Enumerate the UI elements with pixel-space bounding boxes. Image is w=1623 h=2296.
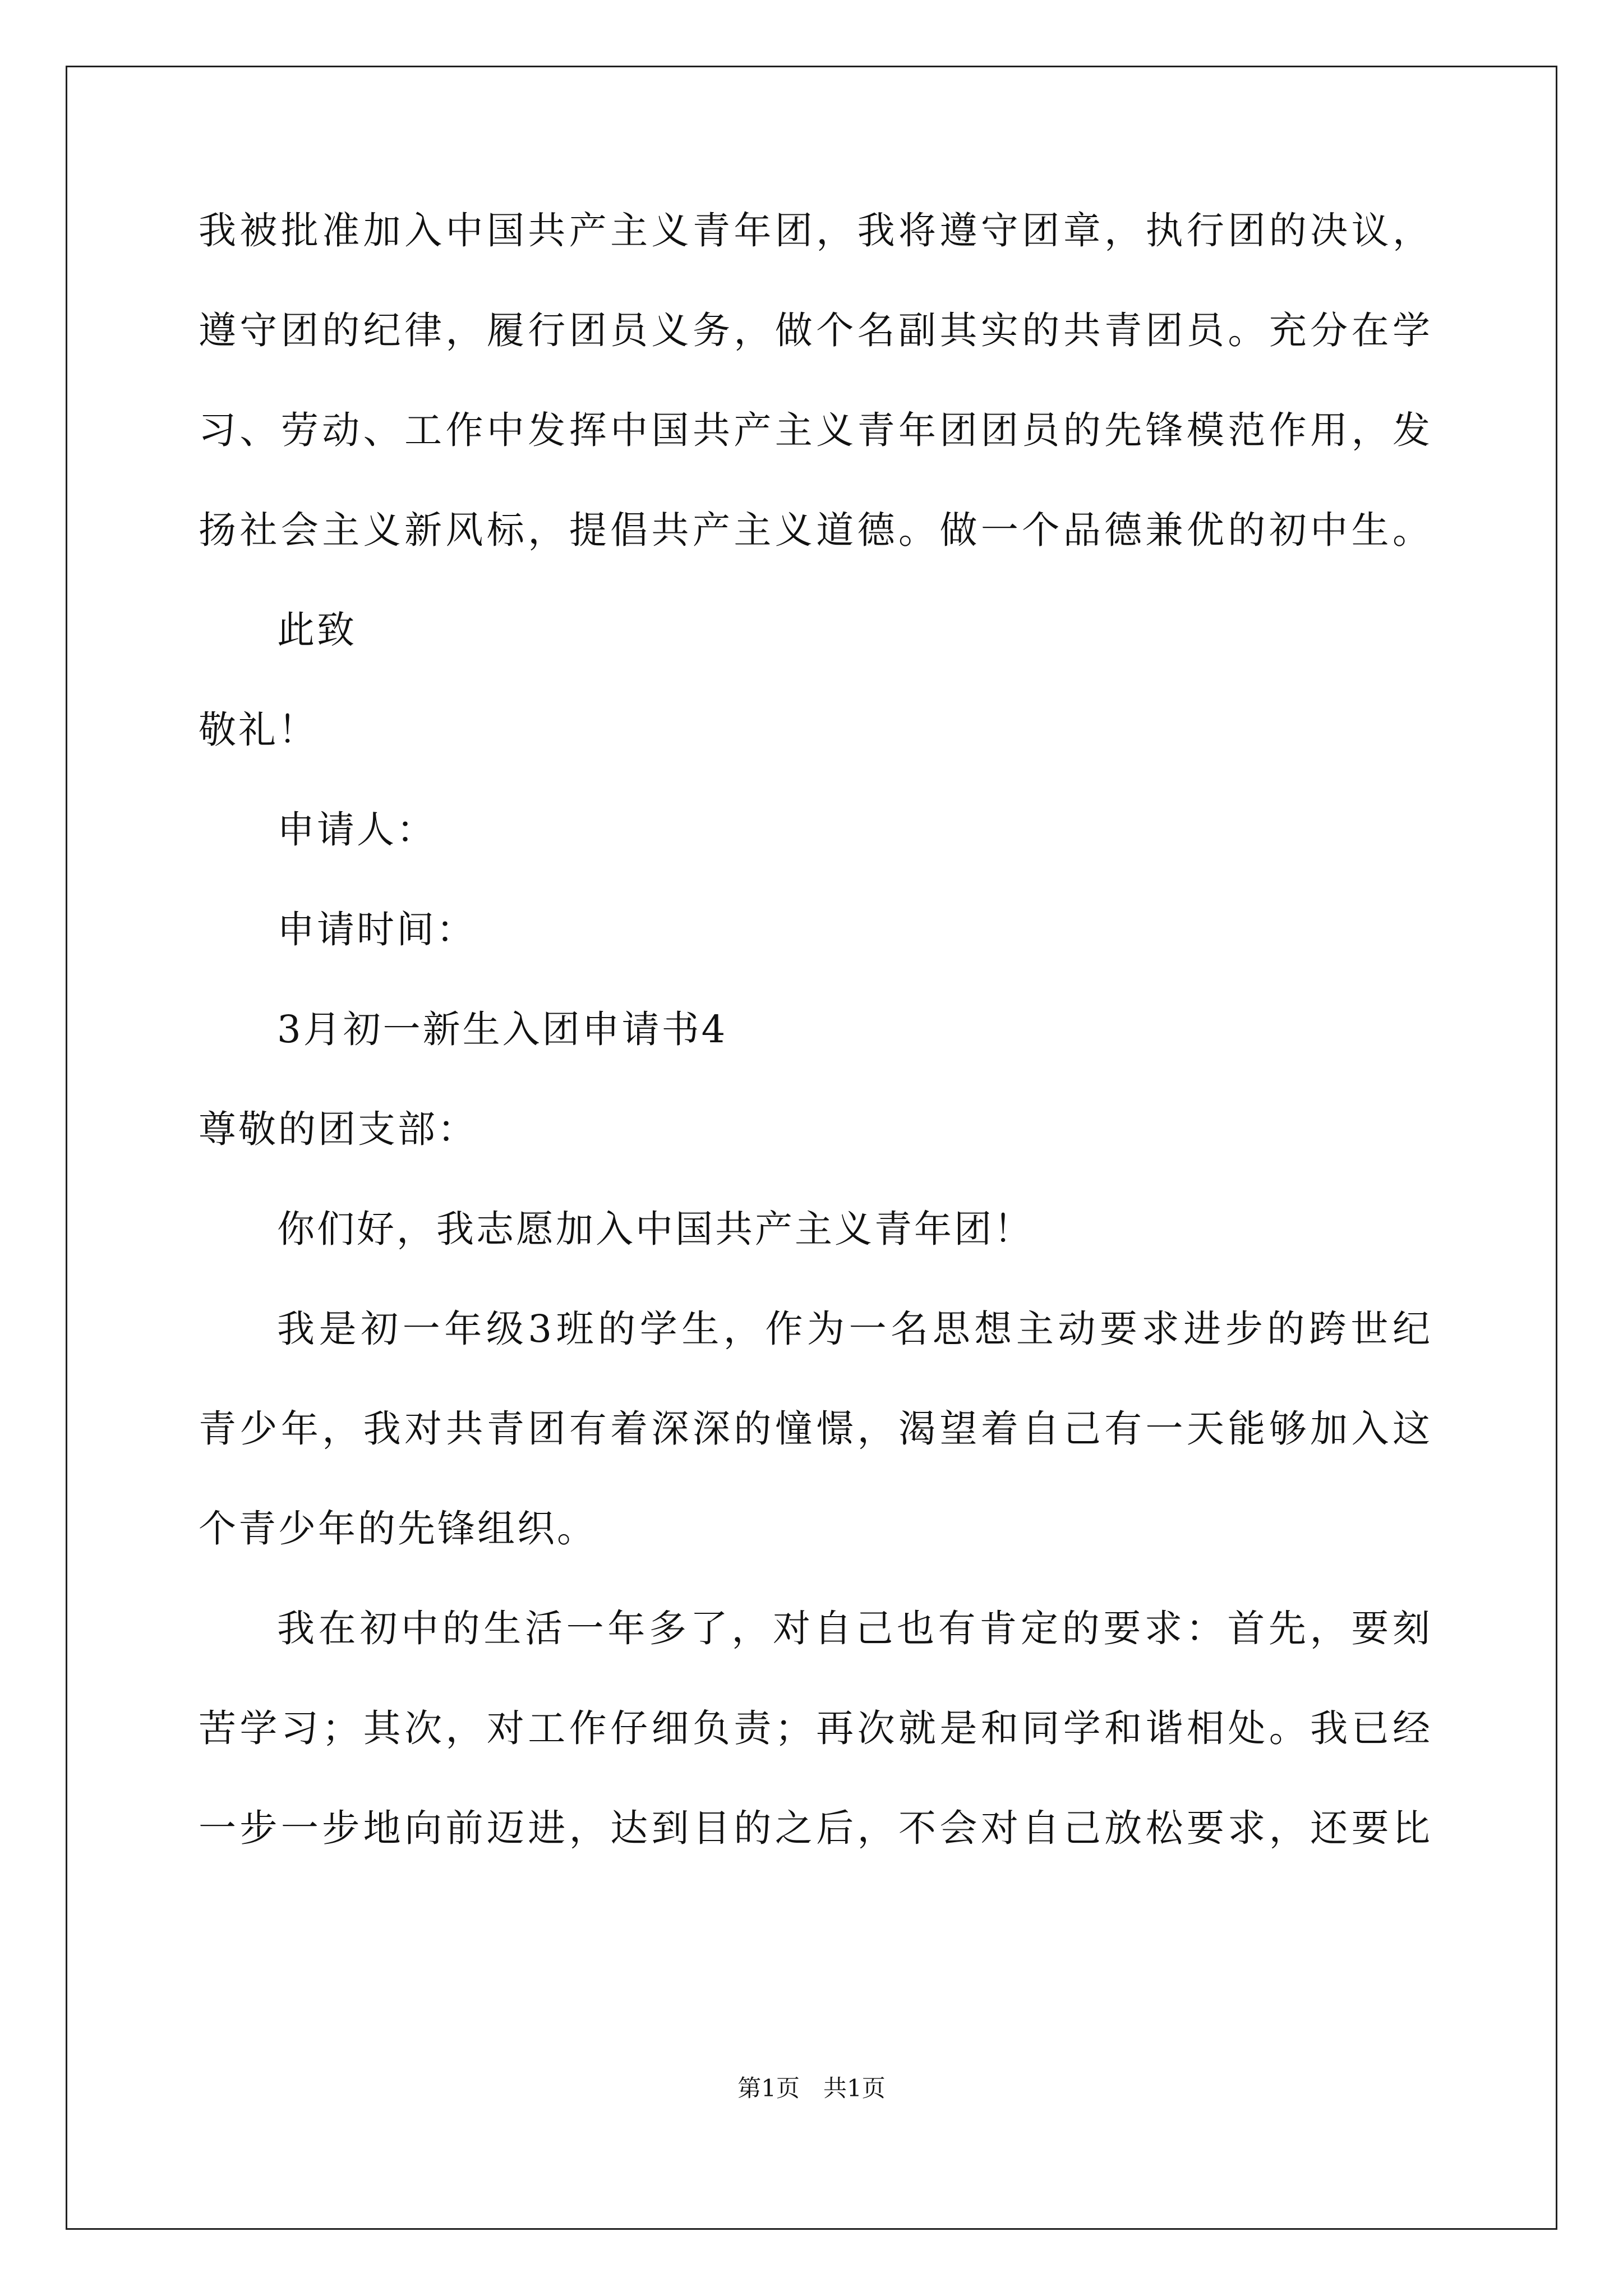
- paragraph-line: 一步一步地向前迈进，达到目的之后，不会对自己放松要求，还要比: [199, 1806, 1432, 1850]
- applicant-label: 申请人：: [277, 808, 436, 852]
- page-footer: 第1页 共1页: [737, 2074, 886, 2102]
- paragraph-line: 青少年，我对共青团有着深深的憧憬，渴望着自己有一天能够加入这: [199, 1407, 1432, 1451]
- paragraph-line: 遵守团的纪律，履行团员义务，做个名副其实的共青团员。充分在学: [199, 309, 1432, 352]
- closing-phrase: 此致: [277, 608, 357, 652]
- paragraph-line: 个青少年的先锋组织。: [199, 1507, 597, 1550]
- document-body: [199, 208, 1432, 1905]
- paragraph-line: 我在初中的生活一年多了，对自己也有肯定的要求：首先，要刻: [277, 1607, 1432, 1650]
- paragraph-line: 我是初一年级3班的学生，作为一名思想主动要求进步的跨世纪: [277, 1307, 1432, 1351]
- paragraph-line: 你们好，我志愿加入中国共产主义青年团！: [277, 1207, 1034, 1251]
- paragraph-line: 苦学习；其次，对工作仔细负责；再次就是和同学和谐相处。我已经: [199, 1706, 1432, 1750]
- application-date-label: 申请时间：: [277, 908, 476, 951]
- greeting-recipient: 尊敬的团支部：: [199, 1107, 477, 1151]
- salutation: 敬礼！: [199, 708, 318, 752]
- paragraph-line: 扬社会主义新风标，提倡共产主义道德。做一个品德兼优的初中生。: [199, 508, 1432, 552]
- paragraph-line: 习、劳动、工作中发挥中国共产主义青年团团员的先锋模范作用，发: [199, 408, 1432, 452]
- paragraph-line: 我被批准加入中国共产主义青年团，我将遵守团章，执行团的决议，: [199, 209, 1432, 252]
- section-title: 3月初一新生入团申请书4: [277, 1007, 728, 1051]
